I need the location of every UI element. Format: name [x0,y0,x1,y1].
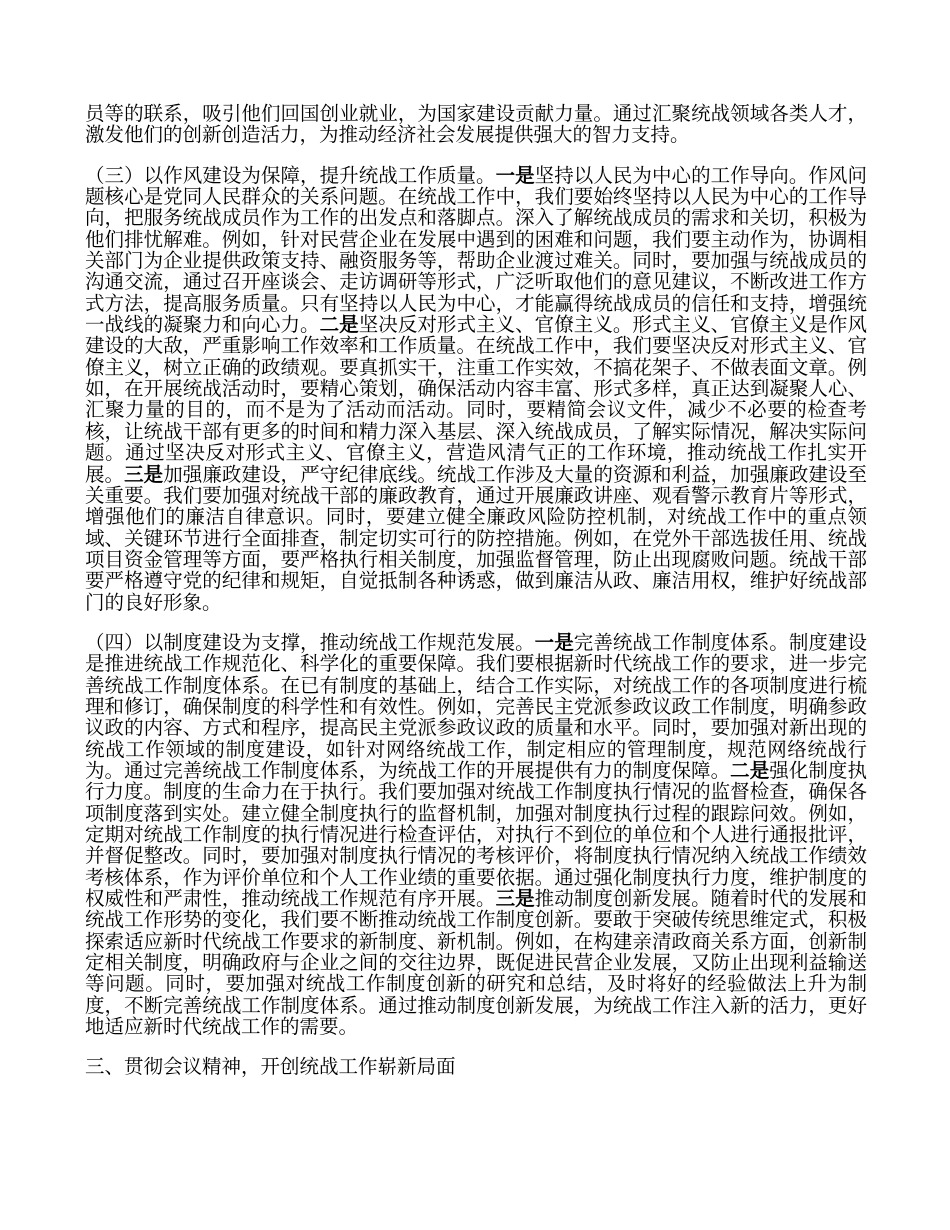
text-run: 员等的联系，吸引他们回国创业就业，为国家建设贡献力量。通过汇聚统战领域各类人才，激发他们的创新创造活力，为推动经济社会发展提供强大的智力支持。 [85,104,867,147]
text-run: 坚决反对形式主义、官僚主义。形式主义、官僚主义是作风建设的大敌，严重影响工作效率和工作质量。在统战工作中，我们要坚决反对形式主义、官僚主义，树立正确的政绩观。要真抓实干，注重工作实效，不搞花架子、不做表面文章。例如，在开展统战活动时，要精心策划，确保活动内容丰富、形式多样，真正达到凝聚人心、汇聚力量的目的，而不是为了活动而活动。同时，要精简会议文件，减少不必要的检查考核，让统战干部有更多的时间和精力深入基层、深入统战成员，了解实际情况，解决实际问题。通过坚决反对形式主义、官僚主义，营造风清气正的工作环境，推动统战工作扎实开展。 [85,315,867,486]
text-run: （四）以制度建设为支撑，推动统战工作规范发展。 [85,632,535,654]
section-heading [85,1057,867,1078]
document-body [85,104,867,1098]
text-run: （三）以作风建设为保障，提升统战工作质量。 [85,165,496,187]
body-paragraph [85,104,867,147]
body-paragraph [85,633,867,1039]
text-run: 三、贯彻会议精神，开创统战工作崭新局面 [85,1057,456,1079]
emphasis-run: 二是 [319,315,359,337]
text-run: 加强廉政建设，严守纪律底线。统战工作涉及大量的资源和利益，加强廉政建设至关重要。我们要加强对统战干部的廉政教育，通过开展廉政讲座、观看警示教育片等形式，增强他们的廉洁自律意识。同时，要建立健全廉政风险防控机制，对统战工作中的重点领域、关键环节进行全面排查，制定切实可行的防控措施。例如，在党外干部选拔任用、统战项目资金管理等方面，要严格执行相关制度，加强监督管理，防止出现腐败问题。统战干部要严格遵守党的纪律和规矩，自觉抵制各种诱惑，做到廉洁从政、廉洁用权，维护好统战部门的良好形象。 [85,464,867,614]
text-run: 推动制度创新发展。随着时代的发展和统战工作形势的变化，我们要不断推动统战工作制度创新。要敢于突破传统思维定式，积极探索适应新时代统战工作要求的新制度、新机制。例如，在构建亲清政商关系方面，创新制定相关制度，明确政府与企业之间的交往边界，既促进民营企业发展，又防止出现利益输送等问题。同时，要加强对统战工作制度创新的研究和总结，及时将好的经验做法上升为制度，不断完善统战工作制度体系。通过推动制度创新发展，为统战工作注入新的活力，更好地适应新时代统战工作的需要。 [85,889,867,1039]
body-paragraph [85,166,867,614]
emphasis-run: 一是 [534,632,574,654]
text-run: 完善统战工作制度体系。制度建设是推进统战工作规范化、科学化的重要保障。我们要根据新时代统战工作的要求，进一步完善统战工作制度体系。在已有制度的基础上，结合工作实际，对统战工作的各项制度进行梳理和修订，确保制度的科学性和有效性。例如，完善民主党派参政议政工作制度，明确参政议政的内容、方式和程序，提高民主党派参政议政的质量和水平。同时，要加强对新出现的统战工作领域的制度建设，如针对网络统战工作，制定相应的管理制度，规范网络统战行为。通过完善统战工作制度体系，为统战工作的开展提供有力的制度保障。 [85,632,867,782]
emphasis-run: 三是 [124,464,164,486]
emphasis-run: 二是 [730,760,770,782]
text-run: 强化制度执行力度。制度的生命力在于执行。我们要加强对统战工作制度执行情况的监督检查，确保各项制度落到实处。建立健全制度执行的监督机制，加强对制度执行过程的跟踪问效。例如，定期对统战工作制度的执行情况进行检查评估，对执行不到位的单位和个人进行通报批评，并督促整改。同时，要加强对制度执行情况的考核评价，将制度执行情况纳入统战工作绩效考核体系，作为评价单位和个人工作业绩的重要依据。通过强化制度执行力度，维护制度的权威性和严肃性，推动统战工作规范有序开展。 [85,760,867,911]
emphasis-run: 一是 [495,165,535,187]
emphasis-run: 三是 [495,889,535,911]
text-run: 坚持以人民为中心的工作导向。作风问题核心是党同人民群众的关系问题。在统战工作中，我们要始终坚持以人民为中心的工作导向，把服务统战成员作为工作的出发点和落脚点。深入了解统战成员的需求和关切，积极为他们排忧解难。例如，针对民营企业在发展中遇到的困难和问题，我们要主动作为，协调相关部门为企业提供政策支持、融资服务等，帮助企业渡过难关。同时，要加强与统战成员的沟通交流，通过召开座谈会、走访调研等形式，广泛听取他们的意见建议，不断改进工作方式方法，提高服务质量。只有坚持以人民为中心，才能赢得统战成员的信任和支持，增强统一战线的凝聚力和向心力。 [85,165,867,337]
